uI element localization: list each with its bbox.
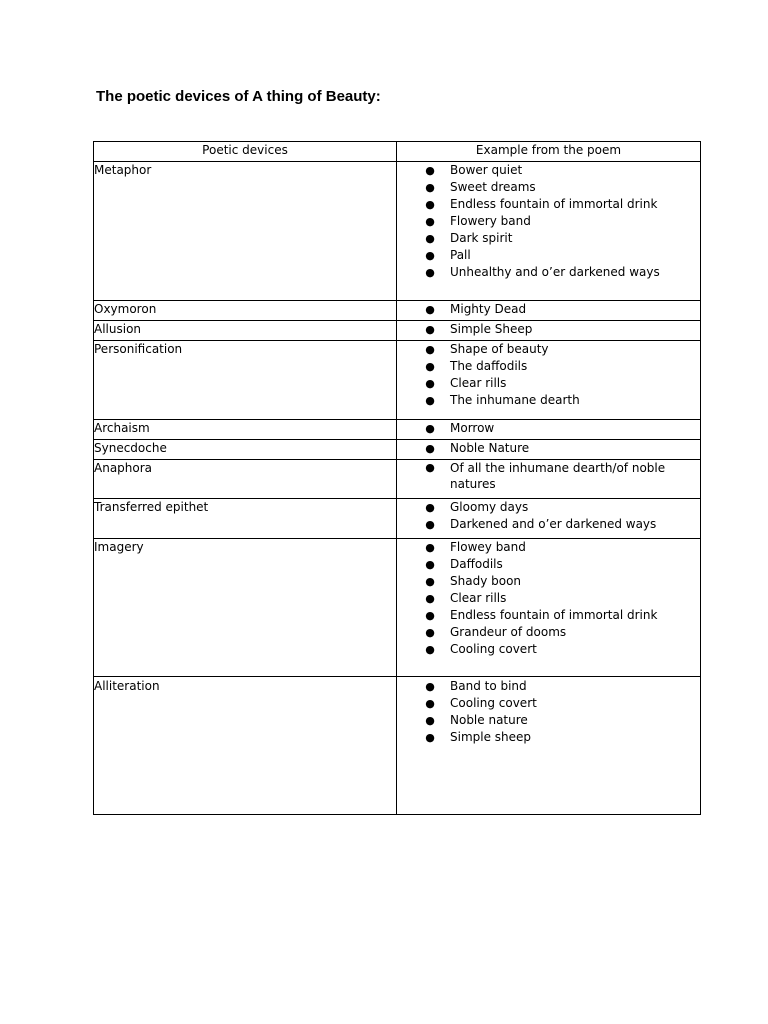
bullet-icon: ● (425, 680, 435, 693)
bullet-icon: ● (425, 232, 435, 245)
list-item: ● Grandeur of dooms (425, 625, 567, 639)
bullet-icon: ● (425, 442, 435, 455)
list-item: ● Dark spirit (425, 231, 513, 245)
bullet-icon: ● (425, 323, 435, 336)
bullet-icon: ● (425, 518, 435, 531)
examples-list (397, 420, 700, 437)
bullet-icon: ● (425, 626, 435, 639)
bullet-icon: ● (425, 215, 435, 228)
bullet-icon: ● (425, 592, 435, 605)
device-name: Synecdoche (94, 440, 397, 460)
examples-cell (397, 420, 701, 440)
device-name: Transferred epithet (94, 499, 397, 539)
examples-cell (397, 677, 701, 815)
bullet-icon: ● (425, 558, 435, 571)
bullet-icon: ● (425, 731, 435, 744)
list-item: ● Shape of beauty (425, 342, 549, 356)
table-row (94, 321, 701, 341)
device-name: Anaphora (94, 460, 397, 499)
list-item: ● Of all the inhumane dearth/of noble natures (425, 461, 666, 491)
list-item: ● Cooling covert (425, 696, 537, 710)
list-item: ● Morrow (425, 421, 495, 435)
bullet-icon: ● (425, 394, 435, 407)
device-name: Imagery (94, 539, 397, 677)
bullet-icon: ● (425, 249, 435, 262)
examples-list (397, 341, 700, 409)
list-item: ● Mighty Dead (425, 302, 527, 316)
list-item: ● The daffodils (425, 359, 528, 373)
bullet-icon: ● (425, 609, 435, 622)
bullet-icon: ● (425, 164, 435, 177)
device-name: Alliteration (94, 677, 397, 815)
bullet-icon: ● (425, 422, 435, 435)
bullet-icon: ● (425, 198, 435, 211)
bullet-icon: ● (425, 575, 435, 588)
list-item: ● Flowery band (425, 214, 531, 228)
header-examples: Example from the poem (397, 142, 701, 162)
poetic-devices-table (93, 141, 701, 815)
list-item: ● Bower quiet (425, 163, 523, 177)
device-name: Oxymoron (94, 301, 397, 321)
examples-cell (397, 341, 701, 420)
table-header-row (94, 142, 701, 162)
table-row (94, 499, 701, 539)
list-item: ● Shady boon (425, 574, 522, 588)
bullet-icon: ● (425, 461, 435, 474)
examples-cell (397, 440, 701, 460)
device-name: Archaism (94, 420, 397, 440)
examples-list (397, 539, 700, 658)
examples-list (397, 321, 700, 338)
table-row (94, 162, 701, 301)
examples-list (397, 162, 700, 281)
table-row (94, 539, 701, 677)
table-row (94, 440, 701, 460)
bullet-icon: ● (425, 714, 435, 727)
examples-cell (397, 301, 701, 321)
bullet-icon: ● (425, 643, 435, 656)
list-item: ● Noble nature (425, 713, 528, 727)
list-item: ● Gloomy days (425, 500, 529, 514)
bullet-icon: ● (425, 377, 435, 390)
list-item: ● Band to bind (425, 679, 527, 693)
examples-cell (397, 460, 701, 499)
list-item: ● Clear rills (425, 376, 507, 390)
table-row (94, 341, 701, 420)
list-item: ● Cooling covert (425, 642, 537, 656)
bullet-icon: ● (425, 697, 435, 710)
examples-list (397, 460, 700, 492)
list-item: ● Noble Nature (425, 441, 530, 455)
list-item: ● Daffodils (425, 557, 503, 571)
table-row (94, 301, 701, 321)
document-title: The poetic devices of A thing of Beauty: (96, 88, 381, 105)
examples-cell (397, 499, 701, 539)
examples-cell (397, 539, 701, 677)
examples-list (397, 301, 700, 318)
bullet-icon: ● (425, 541, 435, 554)
examples-list (397, 499, 700, 533)
examples-cell (397, 162, 701, 301)
header-poetic-devices: Poetic devices (94, 142, 397, 162)
list-item: ● Simple Sheep (425, 322, 533, 336)
list-item: ● The inhumane dearth (425, 393, 580, 407)
bullet-icon: ● (425, 343, 435, 356)
list-item: ● Sweet dreams (425, 180, 536, 194)
list-item: ● Flowey band (425, 540, 526, 554)
list-item: ● Endless fountain of immortal drink (425, 608, 658, 622)
device-name: Personification (94, 341, 397, 420)
bullet-icon: ● (425, 360, 435, 373)
bullet-icon: ● (425, 266, 435, 279)
list-item: ● Clear rills (425, 591, 507, 605)
device-name: Metaphor (94, 162, 397, 301)
bullet-icon: ● (425, 303, 435, 316)
bullet-icon: ● (425, 181, 435, 194)
device-name: Allusion (94, 321, 397, 341)
examples-list (397, 678, 700, 746)
list-item: ● Endless fountain of immortal drink (425, 197, 658, 211)
table-row (94, 677, 701, 815)
bullet-icon: ● (425, 501, 435, 514)
list-item: ● Pall (425, 248, 471, 262)
table-row (94, 460, 701, 499)
table-row (94, 420, 701, 440)
list-item: ● Simple sheep (425, 730, 532, 744)
examples-cell (397, 321, 701, 341)
list-item: ● Darkened and o’er darkened ways (425, 517, 657, 531)
examples-list (397, 440, 700, 457)
list-item: ● Unhealthy and o’er darkened ways (425, 265, 660, 279)
